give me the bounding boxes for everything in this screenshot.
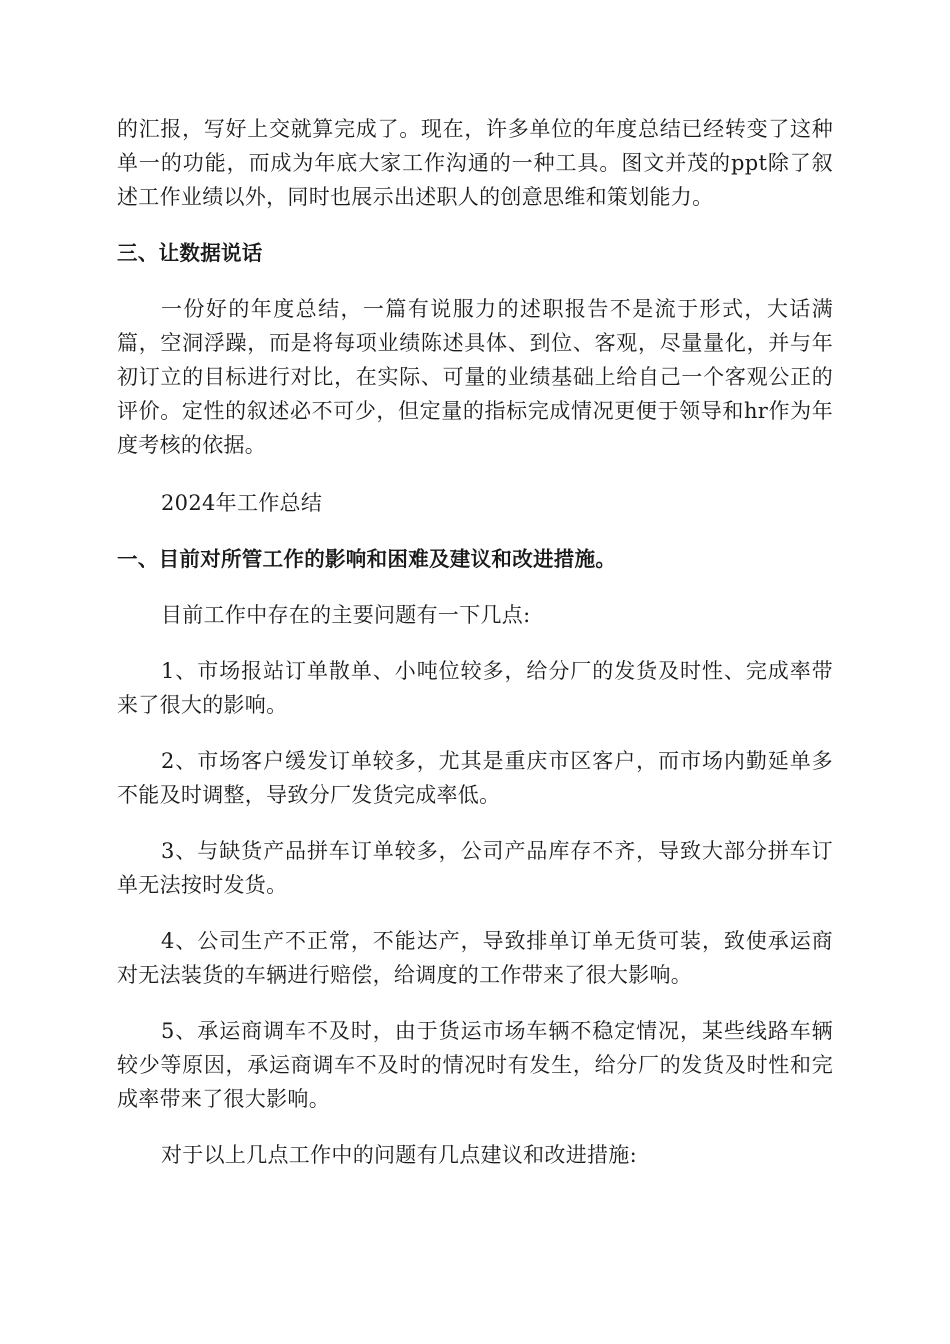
- report-subtitle: 2024年工作总结: [161, 491, 323, 515]
- suggestions-intro: 对于以上几点工作中的问题有几点建议和改进措施:: [161, 1143, 637, 1167]
- problem-item-1: 1、市场报站订单散单、小吨位较多，给分厂的发货及时性、完成率带来了很大的影响。: [117, 659, 833, 717]
- document-body: [117, 112, 833, 1172]
- section-heading-1: 一、目前对所管工作的影响和困难及建议和改进措施。: [117, 547, 617, 571]
- data-paragraph: 一份好的年度总结，一篇有说服力的述职报告不是流于形式，大话满篇，空洞浮躁，而是将每项业绩陈述具体、到位、客观，尽量量化，并与年初订立的目标进行对比，在实际、可量的业绩基础上给自己一个客观公正的评价。定性的叙述必不可少，但定量的指标完成情况更便于领导和hr作为年度考核的依据。: [117, 297, 833, 457]
- problem-item-5: 5、承运商调车不及时，由于货运市场车辆不稳定情况，某些线路车辆较少等原因，承运商调车不及时的情况时有发生，给分厂的发货及时性和完成率带来了很大影响。: [117, 1019, 833, 1111]
- intro-paragraph: 的汇报，写好上交就算完成了。现在，许多单位的年度总结已经转变了这种单一的功能，而成为年底大家工作沟通的一种工具。图文并茂的ppt除了叙述工作业绩以外，同时也展示出述职人的创意思维和策划能力。: [117, 117, 833, 209]
- problem-item-2: 2、市场客户缓发订单较多，尤其是重庆市区客户，而市场内勤延单多不能及时调整，导致分厂发货完成率低。: [117, 749, 833, 807]
- problem-item-4: 4、公司生产不正常，不能达产，导致排单订单无货可装，致使承运商对无法装货的车辆进行赔偿，给调度的工作带来了很大影响。: [117, 929, 833, 987]
- problem-item-3: 3、与缺货产品拼车订单较多，公司产品库存不齐，导致大部分拼车订单无法按时发货。: [117, 839, 833, 897]
- problems-intro: 目前工作中存在的主要问题有一下几点:: [161, 603, 531, 627]
- section-heading-3: 三、让数据说话: [117, 241, 263, 265]
